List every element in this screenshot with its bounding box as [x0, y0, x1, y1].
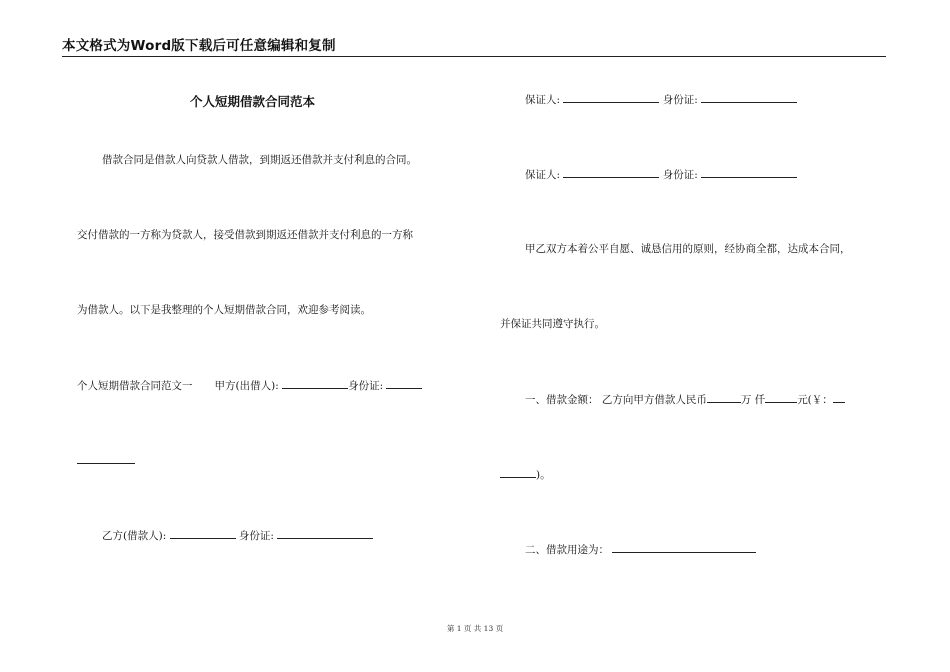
- clause-1-wan-blank: [707, 392, 741, 403]
- principle-line-1: 甲乙双方本着公平自愿、诚恳信用的原则，经协商全都，达成本合同，: [525, 243, 851, 255]
- guarantor-2-line: [525, 167, 797, 182]
- clause-1-amount-blank: [833, 392, 845, 403]
- party-a-id-blank-cont: [77, 453, 135, 464]
- party-a-id-blank: [386, 378, 422, 389]
- sample-title-line: [77, 378, 422, 393]
- clause-1-end: )。: [536, 469, 551, 481]
- document-title: 个人短期借款合同范本: [190, 94, 316, 109]
- party-a-id-label: 身份证:: [348, 380, 384, 392]
- clause-1-text-c: 元(￥：: [797, 394, 833, 406]
- intro-line-2: 交付借款的一方称为贷款人，接受借款到期返还借款并支付利息的一方称: [77, 229, 413, 241]
- sample-title: 个人短期借款合同范文一: [77, 380, 193, 392]
- party-b-label: 乙方(借款人):: [102, 530, 167, 542]
- header-text: 本文格式为Word版下载后可任意编辑和复制: [62, 38, 336, 54]
- document-header: [62, 34, 886, 57]
- clause-2-text: 二、借款用途为：: [525, 544, 609, 556]
- guarantor-1-id-label: 身份证:: [662, 94, 698, 106]
- guarantor-1-label: 保证人:: [525, 94, 561, 106]
- party-b-blank: [170, 528, 236, 539]
- guarantor-2-id-label: 身份证:: [662, 169, 698, 181]
- page-number: 第 1 页 共 13 页: [446, 624, 504, 633]
- guarantor-2-blank: [563, 167, 659, 178]
- clause-1-text-a: 一、借款金额： 乙方向甲方借款人民币: [525, 394, 707, 406]
- clause-2-line: [525, 542, 756, 557]
- clause-1-qian-blank: [765, 392, 797, 403]
- guarantor-2-id-blank: [701, 167, 797, 178]
- clause-2-blank: [612, 542, 756, 553]
- intro-line-3: 为借款人。以下是我整理的个人短期借款合同，欢迎参考阅读。: [77, 304, 371, 316]
- clause-1-line: [525, 392, 845, 407]
- party-b-line: [102, 528, 373, 543]
- intro-line-1: 借款合同是借款人向贷款人借款，到期返还借款并支付利息的合同。: [102, 154, 417, 166]
- guarantor-2-label: 保证人:: [525, 169, 561, 181]
- principle-line-2: 并保证共同遵守执行。: [500, 318, 605, 330]
- clause-1-cont-line: [500, 467, 551, 482]
- party-a-label: 甲方(出借人):: [214, 380, 279, 392]
- clause-1-amount-blank-cont: [500, 467, 536, 478]
- guarantor-1-blank: [563, 92, 659, 103]
- guarantor-1-line: [525, 92, 797, 107]
- clause-1-text-b: 万 仟: [740, 394, 766, 406]
- party-b-id-label: 身份证:: [238, 530, 274, 542]
- party-a-blank: [282, 378, 348, 389]
- party-b-id-blank: [277, 528, 373, 539]
- guarantor-1-id-blank: [701, 92, 797, 103]
